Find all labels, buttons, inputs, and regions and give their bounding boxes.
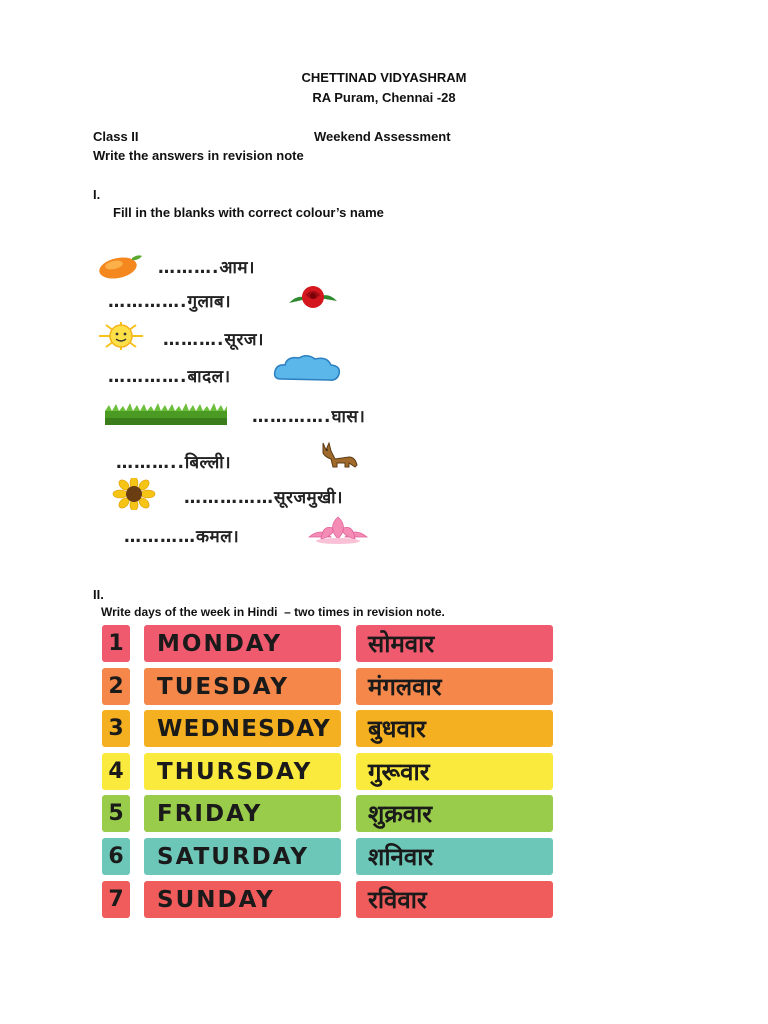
fill-blank-item: ……………सूरजमुखी। [184, 488, 343, 508]
lotus-icon [307, 515, 369, 549]
day-number: 6 [102, 838, 130, 875]
day-hindi: रविवार [356, 881, 553, 918]
day-hindi: सोमवार [356, 625, 553, 662]
day-english: MONDAY [144, 625, 341, 662]
cat-icon [319, 441, 359, 473]
fill-blank-item: …………कमल। [124, 527, 240, 547]
day-hindi: गुरूवार [356, 753, 553, 790]
day-english: TUESDAY [144, 668, 341, 705]
day-english: THURSDAY [144, 753, 341, 790]
fill-blank-item: ………….गुलाब। [108, 292, 232, 312]
day-hindi: शुक्रवार [356, 795, 553, 832]
day-number: 3 [102, 710, 130, 747]
section-1-title: Fill in the blanks with correct colour’s name [113, 205, 384, 220]
fill-blank-item: ……….आम। [158, 258, 255, 278]
fill-blank-item: ……….सूरज। [163, 330, 264, 350]
day-number: 1 [102, 625, 130, 662]
day-number: 2 [102, 668, 130, 705]
sunflower-icon [107, 478, 161, 514]
day-english: WEDNESDAY [144, 710, 341, 747]
day-english: SATURDAY [144, 838, 341, 875]
section-1-numeral: I. [93, 187, 101, 202]
fill-blank-item: ………….घास। [252, 407, 366, 427]
section-2-numeral: II. [93, 587, 104, 602]
mango-icon [98, 252, 144, 284]
day-hindi: शनिवार [356, 838, 553, 875]
grass-icon [105, 403, 227, 429]
day-hindi: बुधवार [356, 710, 553, 747]
day-hindi: मंगलवार [356, 668, 553, 705]
section-2-title: Write days of the week in Hindi – two times in revision note. [101, 605, 445, 619]
fill-blank-item: ………..बिल्ली। [116, 453, 232, 473]
rose-icon [287, 283, 339, 315]
cloud-icon [271, 353, 343, 389]
school-name: CHETTINAD VIDYASHRAM [301, 70, 467, 85]
day-english: SUNDAY [144, 881, 341, 918]
instruction-text: Write the answers in revision note [93, 148, 304, 163]
class-label: Class II [93, 129, 139, 144]
day-english: FRIDAY [144, 795, 341, 832]
assessment-title: Weekend Assessment [314, 129, 451, 144]
day-number: 5 [102, 795, 130, 832]
fill-blank-item: ………….बादल। [108, 367, 231, 387]
school-address: RA Puram, Chennai -28 [312, 90, 456, 105]
sun-icon [93, 320, 149, 356]
day-number: 4 [102, 753, 130, 790]
day-number: 7 [102, 881, 130, 918]
